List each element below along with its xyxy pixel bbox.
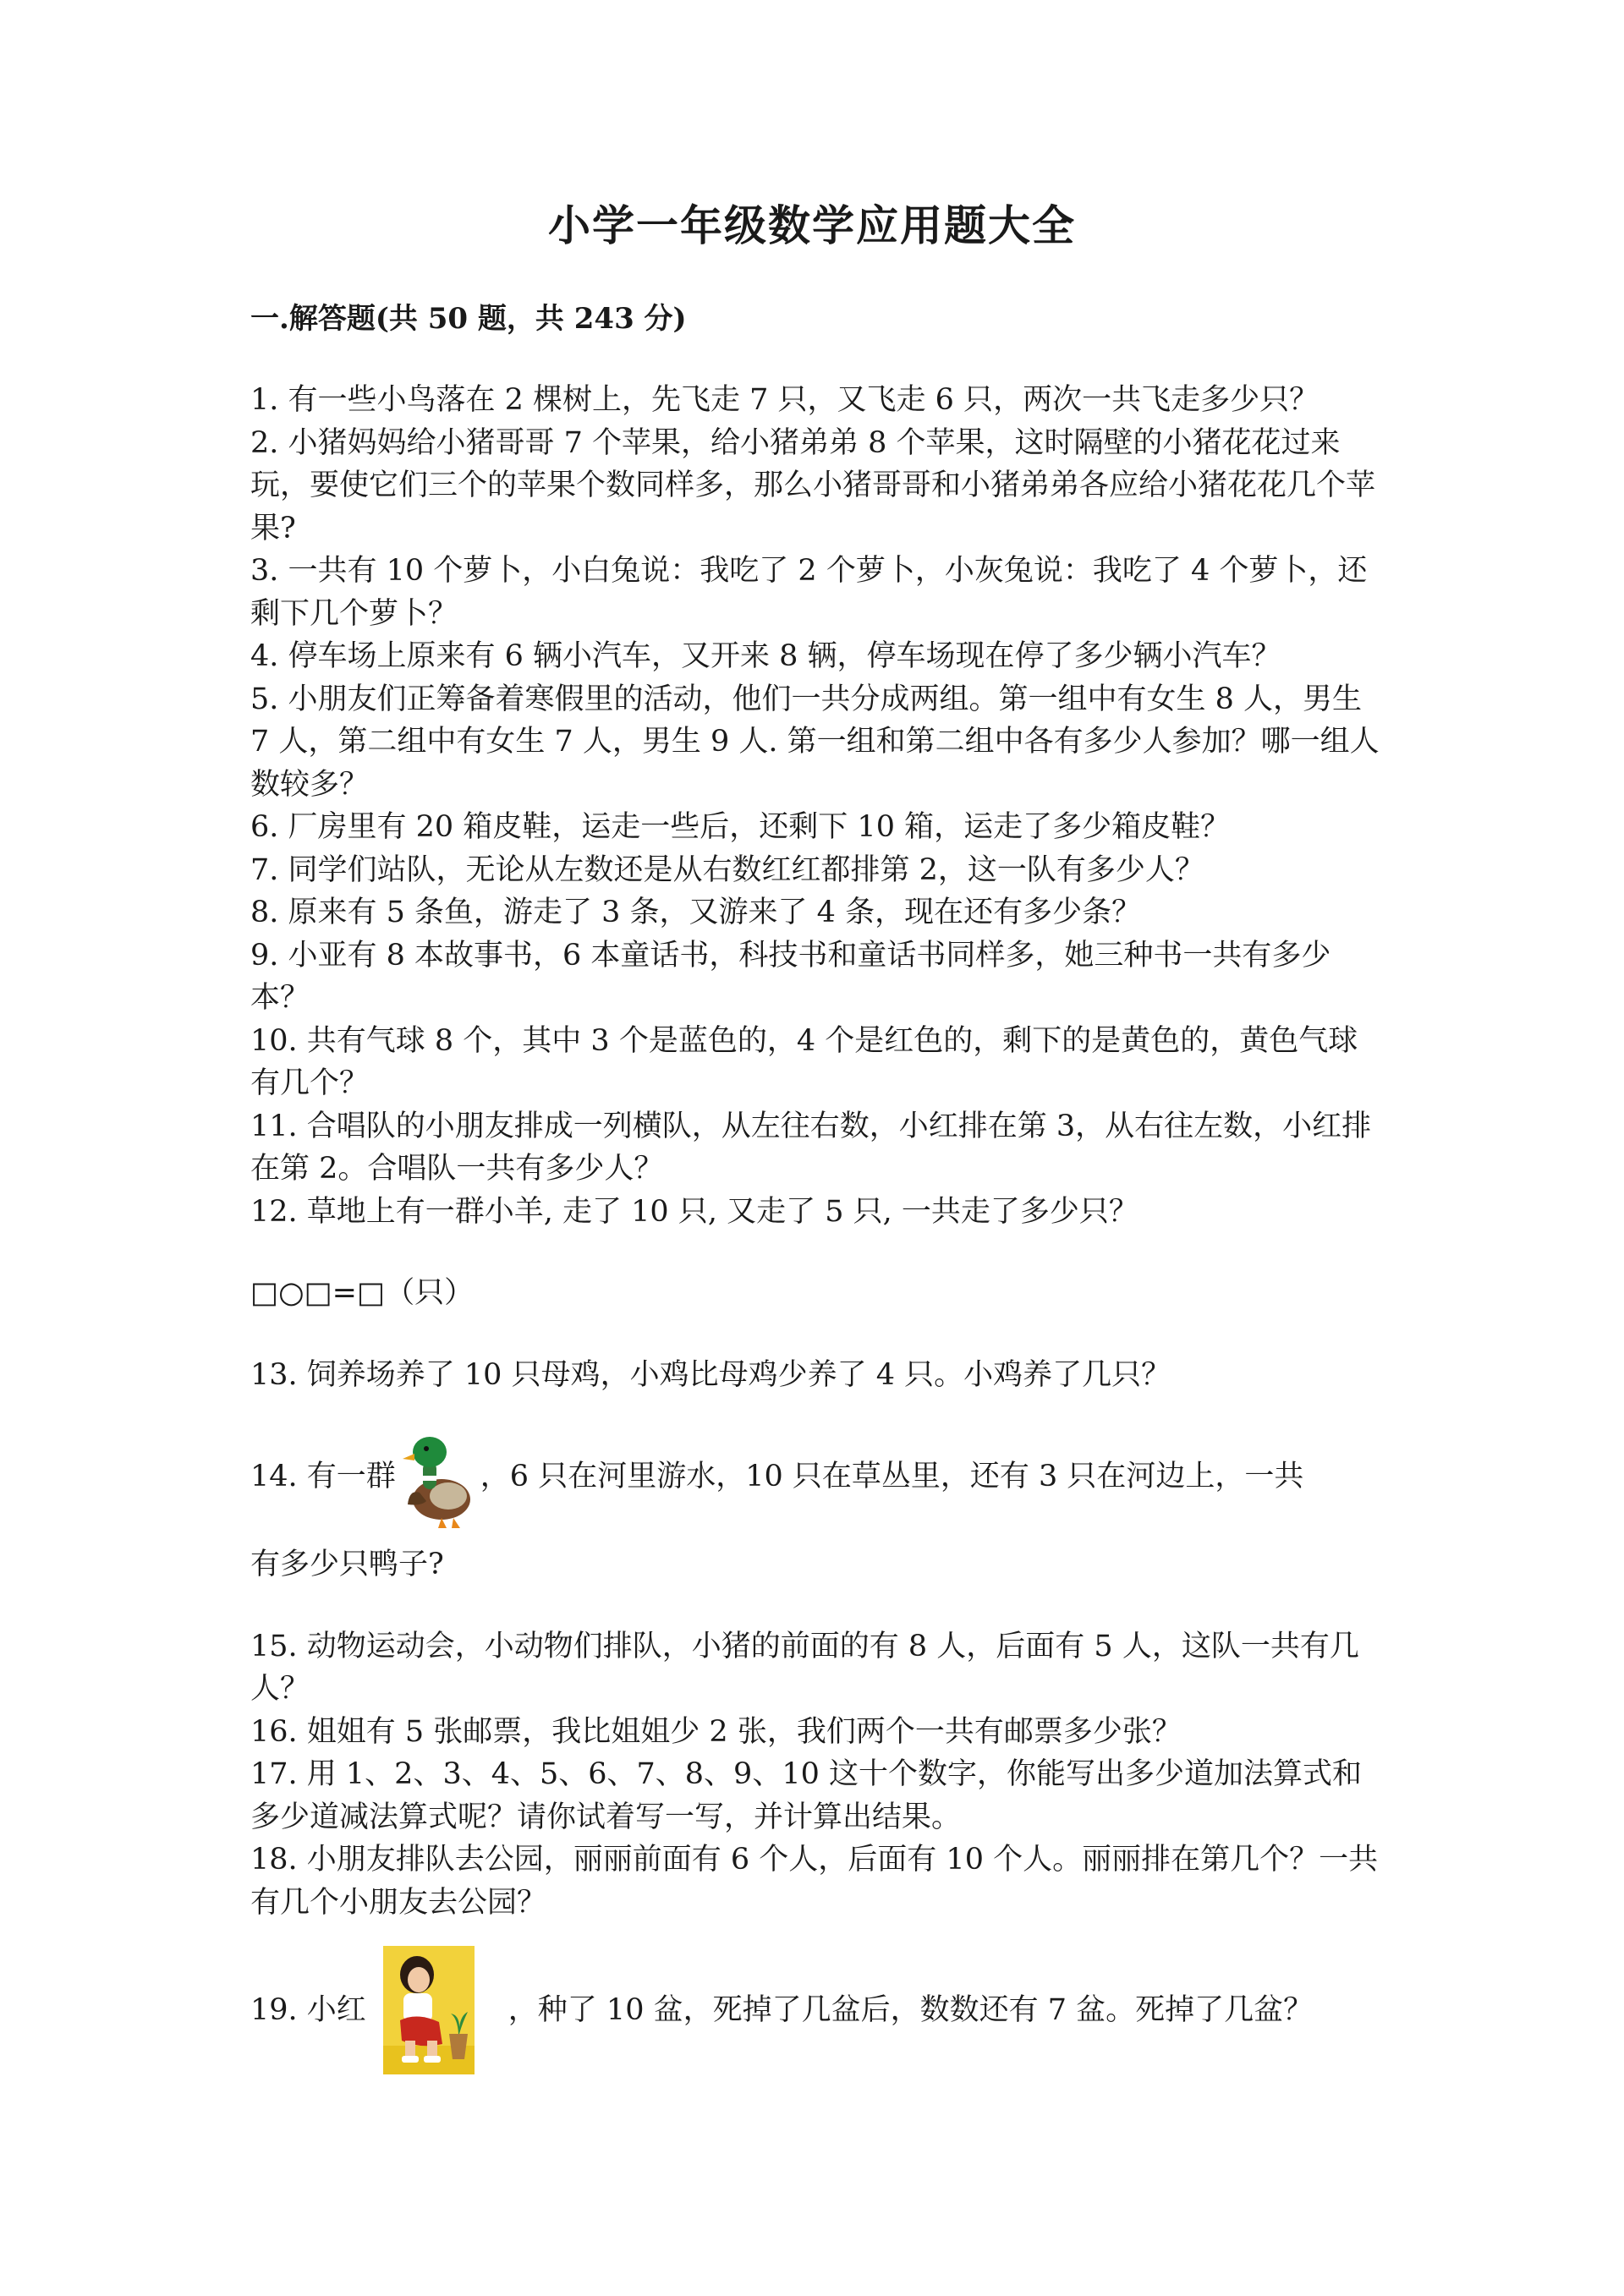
section-heading: 一.解答题(共 50 题，共 243 分)	[250, 302, 687, 336]
question-19	[250, 1944, 1384, 2076]
question-6: 6. 厂房里有 20 箱皮鞋，运走一些后，还剩下 10 箱，运走了多少箱皮鞋？	[250, 810, 1231, 844]
question-1: 1. 有一些小鸟落在 2 棵树上，先飞走 7 只，又飞走 6 只，两次一共飞走多少只？	[250, 383, 1320, 417]
question-15: 15. 动物运动会，小动物们排队，小猪的前面的有 8 人，后面有 5 人，这队一共有几人？	[250, 1629, 1359, 1706]
question-18: 18. 小朋友排队去公园，丽丽前面有 6 个人，后面有 10 个人。丽丽排在第几个？一共有几个小朋友去公园？	[250, 1843, 1379, 1920]
duck-icon	[401, 1423, 475, 1530]
question-16: 16. 姐姐有 5 张邮票，我比姐姐少 2 张，我们两个一共有邮票多少张？	[250, 1714, 1182, 1749]
question-list	[250, 379, 1384, 2076]
question-4: 4. 停车场上原来有 6 辆小汽车，又开来 8 辆，停车场现在停了多少辆小汽车？	[250, 639, 1281, 673]
question-5: 5. 小朋友们正筹备着寒假里的活动，他们一共分成两组。第一组中有女生 8 人，男生 7 人，第二组中有女生 7 人，男生 9 人. 第一组和第二组中各有多少人参加？哪一组人数较多？	[250, 682, 1380, 802]
question-12: 12. 草地上有一群小羊, 走了 10 只, 又走了 5 只, 一共走了多少只？	[250, 1194, 1138, 1229]
question-17: 17. 用 1、2、3、4、5、6、7、8、9、10 这十个数字，你能写出多少道加法算式和多少道减法算式呢？请你试着写一写，并计算出结果。	[250, 1757, 1362, 1834]
question-11: 11. 合唱队的小朋友排成一列横队，从左往右数，小红排在第 3，从右往左数，小红排在第 2。合唱队一共有多少人？	[250, 1109, 1372, 1186]
question-13: 13. 饲养场养了 10 只母鸡，小鸡比母鸡少养了 4 只。小鸡养了几只？	[250, 1357, 1171, 1392]
answer-formula: □○□=□（只）	[250, 1276, 475, 1310]
page-title: 小学一年级数学应用题大全	[548, 200, 1076, 250]
question-7: 7. 同学们站队，无论从左数还是从右数红红都排第 2，这一队有多少人？	[250, 852, 1204, 887]
question-8: 8. 原来有 5 条鱼，游走了 3 条，又游来了 4 条，现在还有多少条？	[250, 896, 1142, 929]
question-2: 2. 小猪妈妈给小猪哥哥 7 个苹果，给小猪弟弟 8 个苹果，这时隔壁的小猪花花过来玩，要使它们三个的苹果个数同样多，那么小猪哥哥和小猪弟弟各应给小猪花花几个苹果?	[250, 425, 1376, 545]
question-3: 3. 一共有 10 个萝卜，小白兔说：我吃了 2 个萝卜，小灰兔说：我吃了 4 个萝卜，还剩下几个萝卜？	[250, 554, 1368, 631]
question-14-continued: 有多少只鸭子?	[250, 1548, 444, 1581]
question-19-end: ，种了 10 盆，死掉了几盆后，数数还有 7 盆。死掉了几盆？	[508, 1992, 1314, 2027]
question-14-start: 14. 有一群	[250, 1459, 396, 1493]
question-14	[250, 1422, 1384, 1586]
question-10: 10. 共有气球 8 个，其中 3 个是蓝色的，4 个是红色的，剩下的是黄色的，黄色气球有几个？	[250, 1023, 1358, 1100]
question-9: 9. 小亚有 8 本故事书，6 本童话书，科技书和童话书同样多，她三种书一共有多少本？	[250, 938, 1331, 1015]
girl-planting-icon	[383, 1946, 475, 2074]
question-14-end: ，6 只在河里游水，10 只在草丛里，还有 3 只在河边上，一共	[480, 1459, 1304, 1493]
question-19-start: 19. 小红	[250, 1992, 366, 2027]
